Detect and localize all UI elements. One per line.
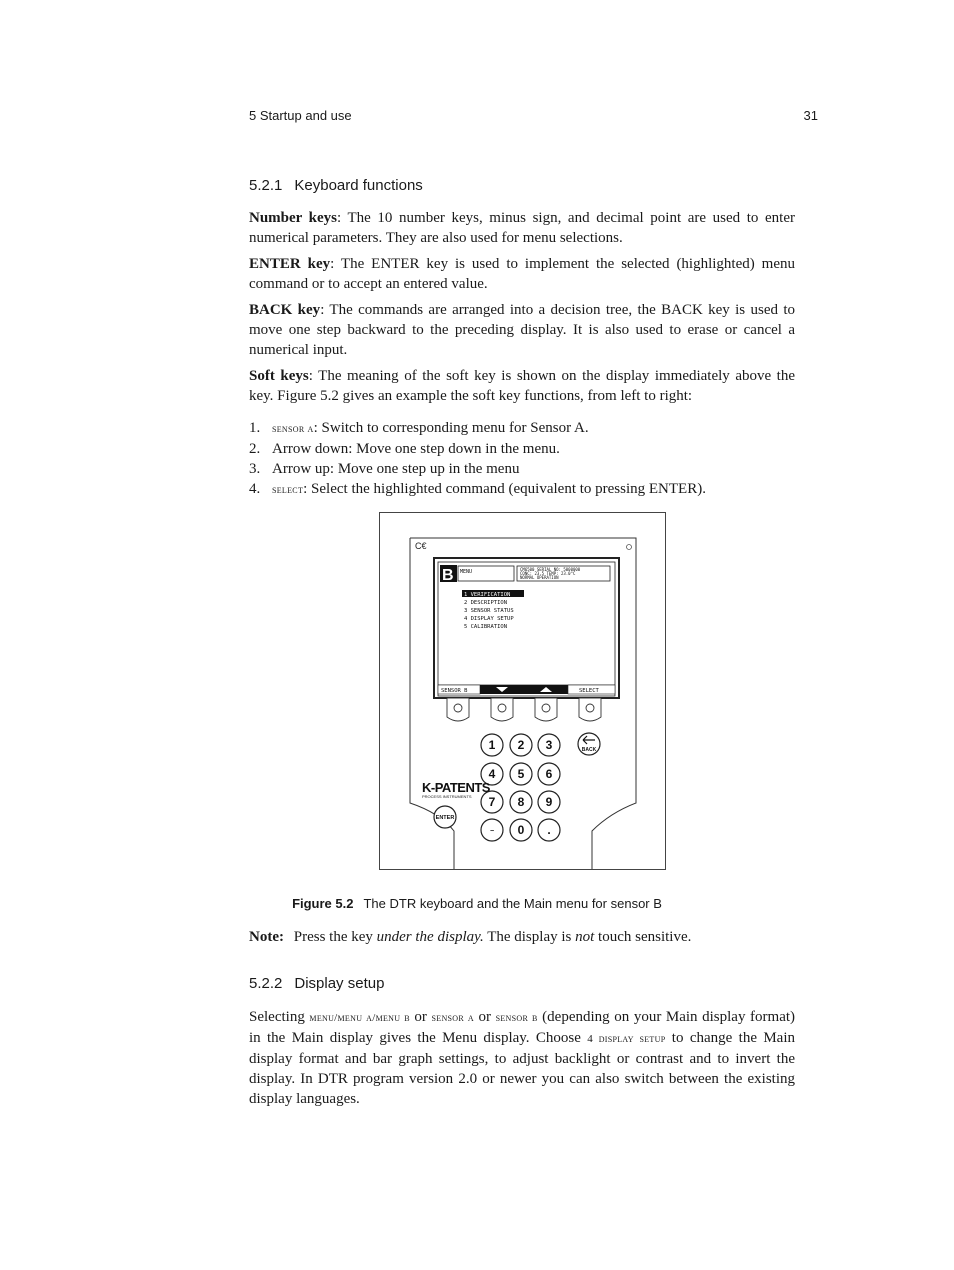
key-decimal[interactable]	[538, 819, 560, 841]
softkey-2-dot	[498, 704, 506, 712]
sensor-letter: B	[442, 567, 454, 584]
brand-name: K-PATENTS	[422, 780, 490, 795]
display-setup-paragraph: Selecting menu/menu a/menu b or sensor a or sensor b (depending on your Main display format) in the Main display gives the Menu display. Choose 4 display setup to change the Main display format and bar graph settings, to adjust backlight or contrast and to invert the display. In DTR program version 2.0 or newer you can also switch between the existing display languages.	[249, 1009, 796, 1107]
softkey-3-dot	[542, 704, 550, 712]
soft-key-row	[447, 698, 601, 721]
figure-caption-text: The DTR keyboard and the Main menu for sensor B	[363, 896, 662, 911]
menu-item-sensor-status[interactable]: 3 SENSOR STATUS	[464, 608, 514, 614]
key-8[interactable]	[510, 791, 532, 813]
key-1[interactable]	[481, 734, 503, 756]
term: Number keys	[249, 210, 337, 226]
status-line: NORMAL OPERATION	[520, 575, 559, 580]
term: BACK key	[249, 302, 321, 318]
svg-text:.: .	[547, 823, 551, 837]
key-5[interactable]	[510, 763, 532, 785]
key-minus[interactable]	[481, 819, 503, 841]
definition: : The commands are arranged into a decision tree, the BACK key is used to move one step backward to the preceding display. It is also used to erase or cancel a numerical input.	[249, 302, 795, 358]
page-number: 31	[803, 108, 818, 123]
figure-device-drawing	[379, 512, 666, 870]
list-item: 2. Arrow down: Move one step down in the menu.	[249, 441, 560, 457]
key-0[interactable]	[510, 819, 532, 841]
figure-caption	[0, 896, 954, 911]
menu-item-verification[interactable]: 1 VERIFICATION	[464, 592, 511, 598]
svg-text:−: −	[489, 828, 495, 835]
term: ENTER key	[249, 256, 331, 272]
back-key[interactable]	[578, 733, 600, 755]
definition: : The ENTER key is used to implement the selected (highlighted) menu command or to accept an entered value.	[249, 256, 795, 292]
paragraph-back-key	[249, 300, 795, 360]
paragraph-soft-keys	[249, 366, 795, 406]
svg-text:4: 4	[488, 767, 496, 781]
list-item: 3. Arrow up: Move one step up in the menu	[249, 461, 520, 477]
key-3[interactable]	[538, 734, 560, 756]
menu-item-calibration[interactable]: 5 CALIBRATION	[464, 624, 508, 630]
section-number: 5.2.2	[249, 975, 283, 992]
enter-key-label: ENTER	[435, 815, 455, 821]
paragraph-enter-key	[249, 254, 795, 294]
menu-item-description[interactable]: 2 DESCRIPTION	[464, 600, 508, 606]
k-patents-logo	[422, 780, 491, 799]
screen-title: MENU	[460, 569, 473, 575]
section-title: Keyboard functions	[294, 177, 423, 194]
brand-subtitle: PROCESS INSTRUMENTS	[422, 794, 472, 799]
section-heading-5-2-1	[249, 177, 423, 194]
ce-mark: C€	[415, 541, 427, 551]
soft-key-list	[249, 418, 795, 500]
svg-text:2: 2	[517, 738, 525, 752]
status-line: CONC: 23.5 TEMP: 23.0°C	[520, 571, 576, 576]
back-key-label: BACK	[581, 747, 597, 753]
svg-text:7: 7	[488, 795, 496, 809]
key-9[interactable]	[538, 791, 560, 813]
svg-text:3: 3	[545, 738, 553, 752]
list-item: 4. select: Select the highlighted command (equivalent to pressing ENTER).	[249, 481, 706, 497]
key-6[interactable]	[538, 763, 560, 785]
svg-text:6: 6	[545, 767, 553, 781]
key-2[interactable]	[510, 734, 532, 756]
section-heading-5-2-2	[249, 975, 384, 992]
svg-text:8: 8	[517, 795, 525, 809]
list-item: 1. sensor a: Switch to corresponding menu for Sensor A.	[249, 420, 589, 436]
definition: : The 10 number keys, minus sign, and decimal point are used to enter numerical parameters. They are also used for menu selections.	[249, 210, 795, 246]
svg-text:9: 9	[545, 795, 553, 809]
paragraph-number-keys	[249, 208, 795, 248]
section-number: 5.2.1	[249, 177, 283, 194]
indicator-led	[627, 545, 632, 550]
dtr-device-illustration	[380, 513, 665, 869]
enter-key[interactable]	[434, 806, 456, 828]
softkey-4-dot	[586, 704, 594, 712]
softkey-1-dot	[454, 704, 462, 712]
menu-item-display-setup[interactable]: 4 DISPLAY SETUP	[464, 616, 514, 622]
softkey-label-select: SELECT	[579, 688, 599, 694]
figure-label: Figure 5.2	[292, 896, 354, 911]
definition: : The meaning of the soft key is shown on the display immediately above the key. Figure 5.2 gives an example the soft key functions, from left to right:	[249, 368, 796, 404]
keyboard-functions-body	[249, 208, 795, 500]
numeric-keypad	[481, 734, 560, 841]
note-label: Note:	[249, 929, 284, 945]
term: Soft keys	[249, 368, 309, 384]
softkey-label-sensor-b: SENSOR B	[441, 688, 468, 694]
section-title: Display setup	[294, 975, 385, 992]
svg-text:0: 0	[517, 823, 525, 837]
status-line: CM6500 SERIAL NO: 5000000	[520, 567, 581, 572]
note-paragraph: Note: Press the key under the display. The display is not touch sensitive.	[249, 929, 692, 945]
svg-text:5: 5	[517, 767, 525, 781]
running-head: 5 Startup and use	[249, 108, 352, 123]
svg-text:1: 1	[488, 738, 496, 752]
display-screen	[434, 558, 619, 698]
